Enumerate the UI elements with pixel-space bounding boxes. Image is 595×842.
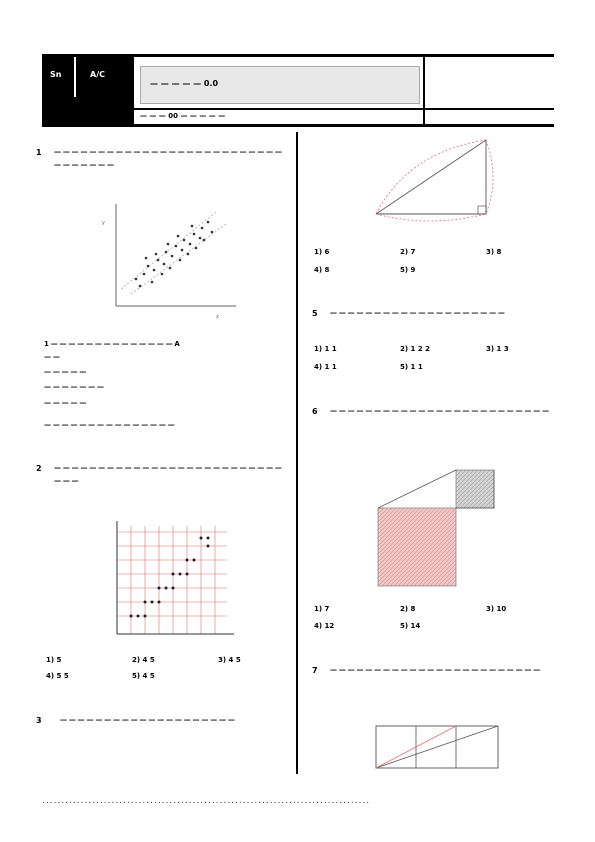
question-3-number: 3 bbox=[36, 716, 42, 725]
header-cell-a-label: Sn bbox=[50, 70, 62, 79]
question-1-line-5: — — — — — bbox=[44, 399, 87, 407]
question-5-choice-4[interactable]: 4) 1 1 bbox=[314, 363, 337, 371]
question-4-choice-4[interactable]: 4) 8 bbox=[314, 266, 330, 274]
question-2-number: 2 bbox=[36, 464, 42, 473]
question-7-number: 7 bbox=[312, 666, 318, 675]
question-5-text: — — — — — — — — — — — — — — — — — — — — bbox=[330, 309, 505, 317]
question-6-choice-4[interactable]: 4) 12 bbox=[314, 622, 335, 630]
question-7-rectangle-figure bbox=[370, 716, 506, 774]
question-2-choice-3[interactable]: 3) 4 5 bbox=[218, 656, 241, 664]
question-6-choice-5[interactable]: 5) 14 bbox=[400, 622, 421, 630]
header-subtitle: — — — 00 — — — — — bbox=[140, 112, 226, 120]
header-mid-rule bbox=[134, 108, 554, 110]
question-5-choice-2[interactable]: 2) 1 2 2 bbox=[400, 345, 430, 353]
question-5-number: 5 bbox=[312, 309, 318, 318]
question-6-choice-1[interactable]: 1) 7 bbox=[314, 605, 330, 613]
footer-dotted-line: ..................................................................................... bbox=[42, 796, 371, 806]
question-5-choice-3[interactable]: 3) 1 3 bbox=[486, 345, 509, 353]
question-1-scatter-plot bbox=[96, 194, 246, 324]
question-1-line-6: — — — — — — — — — — — — — — — bbox=[44, 421, 175, 429]
question-6-number: 6 bbox=[312, 407, 318, 416]
header-black-strip bbox=[42, 97, 132, 124]
header-divider-v2 bbox=[423, 57, 425, 125]
question-4-choice-3[interactable]: 3) 8 bbox=[486, 248, 502, 256]
question-1-line-1: 1 — — — — — — — — — — — — — — A bbox=[44, 340, 180, 348]
question-4-choice-5[interactable]: 5) 9 bbox=[400, 266, 416, 274]
question-1-text: — — — — — — — — — — — — — — — — — — — — — — — — — — — — — — — — — bbox=[54, 148, 282, 169]
question-6-choice-2[interactable]: 2) 8 bbox=[400, 605, 416, 613]
column-divider bbox=[296, 132, 298, 774]
question-6-choice-3[interactable]: 3) 10 bbox=[486, 605, 507, 613]
question-2-text: — — — — — — — — — — — — — — — — — — — — — — — — — — — — — bbox=[54, 464, 282, 485]
question-2-choice-1[interactable]: 1) 5 bbox=[46, 656, 62, 664]
question-1-line-2: — — bbox=[44, 353, 60, 361]
question-1-line-4: — — — — — — — bbox=[44, 383, 104, 391]
header-cell-b-label: A/C bbox=[90, 70, 105, 79]
question-2-choice-5[interactable]: 5) 4 5 bbox=[132, 672, 155, 680]
question-2-choice-4[interactable]: 4) 5 5 bbox=[46, 672, 69, 680]
question-5-choice-5[interactable]: 5) 1 1 bbox=[400, 363, 423, 371]
question-4-choice-1[interactable]: 1) 6 bbox=[314, 248, 330, 256]
question-4-choice-2[interactable]: 2) 7 bbox=[400, 248, 416, 256]
question-2-choice-2[interactable]: 2) 4 5 bbox=[132, 656, 155, 664]
header-bottom-rule bbox=[42, 124, 554, 127]
question-1-number: 1 bbox=[36, 148, 42, 157]
question-7-text: — — — — — — — — — — — — — — — — — — — — — — — — bbox=[330, 666, 540, 674]
question-5-choice-1[interactable]: 1) 1 1 bbox=[314, 345, 337, 353]
scatter-points bbox=[135, 221, 214, 288]
question-6-squares-figure bbox=[370, 462, 506, 592]
svg-text:y: y bbox=[102, 220, 105, 226]
question-3-text: — — — — — — — — — — — — — — — — — — — — bbox=[60, 716, 235, 724]
question-4-triangle-figure bbox=[368, 132, 508, 224]
question-2-grid-plot bbox=[102, 516, 242, 646]
svg-text:x: x bbox=[216, 314, 219, 320]
header-title: — — — — — 0.0 bbox=[150, 79, 219, 88]
question-6-text: — — — — — — — — — — — — — — — — — — — — — — — — — bbox=[330, 407, 549, 415]
question-1-line-3: — — — — — bbox=[44, 368, 87, 376]
header-divider-v1 bbox=[132, 57, 134, 125]
